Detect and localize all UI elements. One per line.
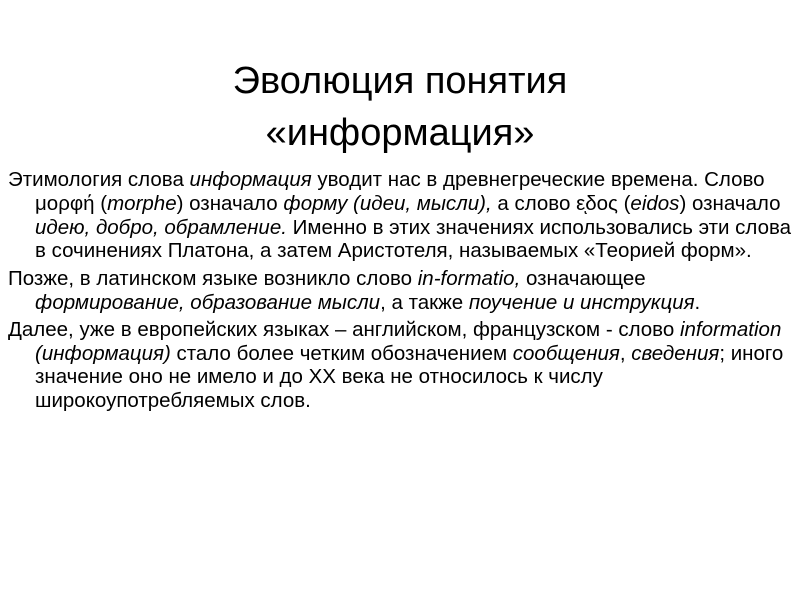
slide-title	[100, 55, 700, 159]
italic-term: сообщения	[512, 341, 620, 365]
italic-term: eidos	[630, 191, 680, 215]
paragraph-latin	[8, 267, 792, 315]
italic-term: in-formatio,	[417, 267, 521, 291]
text-run: уводит нас в древнегреческие времена. Слово μορφή (	[35, 168, 765, 215]
italic-term: форму (идеи, мысли),	[283, 191, 492, 215]
slide-title-line-2: «информация»	[265, 112, 535, 155]
text-run: стало более четким обозначением	[170, 341, 513, 365]
text-run: означающее	[520, 267, 646, 291]
italic-term: формирование, образование мысли	[35, 290, 381, 314]
text-run: ,	[619, 341, 632, 365]
text-run: Далее, уже в европейских языках – английском, французском - слово	[8, 317, 680, 341]
text-run: Позже, в латинском языке возникло слово	[8, 267, 418, 291]
text-run: а слово εͅδος (	[491, 191, 631, 215]
italic-term: morphe	[107, 191, 177, 215]
text-run: , а также	[380, 290, 469, 314]
slide-body	[8, 168, 792, 415]
text-run: ; иного значение оно не имело и до XX века не относилось к числу широкоупотребляемых слов.	[35, 341, 784, 413]
italic-term: идею, добро, обрамление.	[35, 215, 287, 239]
text-run: ) означало	[679, 191, 781, 215]
paragraph-etymology	[8, 168, 792, 263]
italic-term: информация	[189, 168, 312, 191]
paragraph-european	[8, 318, 792, 413]
text-run: .	[694, 290, 701, 314]
slide-title-line-1: Эволюция понятия	[232, 60, 568, 103]
text-run: Этимология слова	[8, 168, 190, 191]
text-run: Именно в этих значениях использовались эти слова в сочинениях Платона, а затем Аристотеля, называемых «Теорией форм».	[35, 215, 792, 263]
italic-term: поучение и инструкция	[468, 290, 695, 314]
italic-term: information (информация)	[35, 317, 782, 365]
italic-term: сведения	[631, 341, 720, 365]
text-run: ) означало	[176, 191, 284, 215]
